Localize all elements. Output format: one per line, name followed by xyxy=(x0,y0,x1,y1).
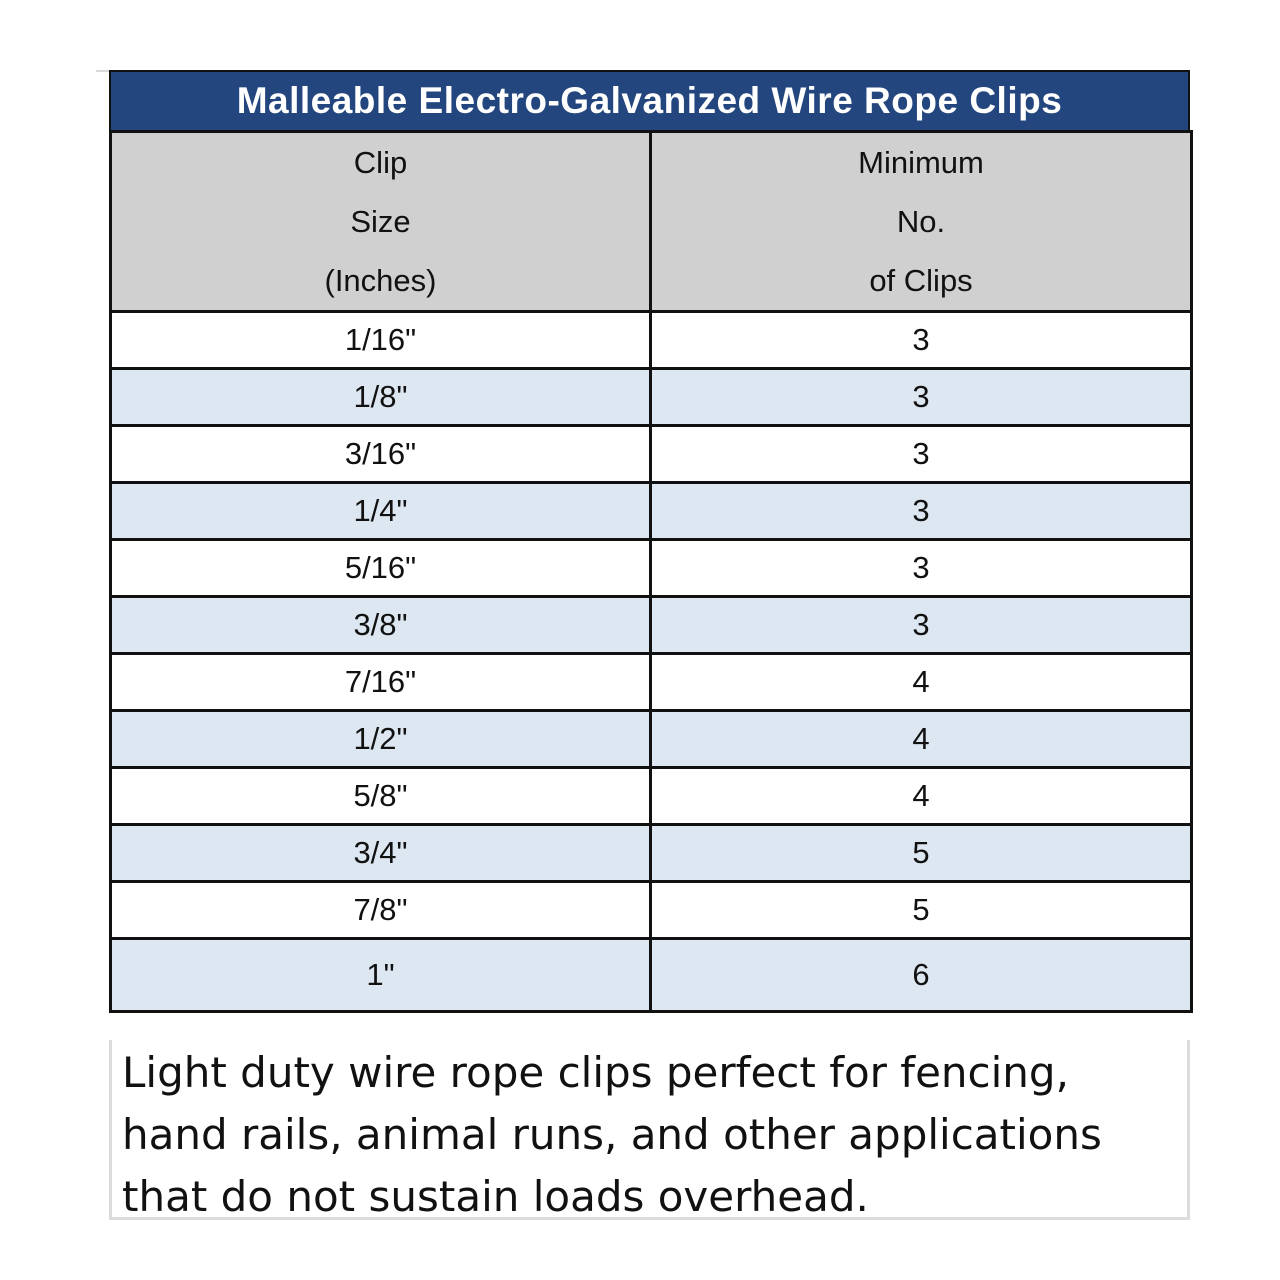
header-min-clips xyxy=(651,132,1192,312)
wire-rope-clip-table-card xyxy=(109,70,1190,1013)
clip-size-cell: 7/8" xyxy=(111,882,651,939)
clip-size-cell: 3/16" xyxy=(111,426,651,483)
table-row xyxy=(111,597,1192,654)
table-header-row xyxy=(111,132,1192,312)
min-clips-cell: 4 xyxy=(651,711,1192,768)
clip-size-cell: 1/8" xyxy=(111,369,651,426)
table-row xyxy=(111,426,1192,483)
min-clips-cell: 3 xyxy=(651,312,1192,369)
table-row xyxy=(111,369,1192,426)
table-row xyxy=(111,882,1192,939)
header-clip-size-line: Size xyxy=(350,204,411,239)
min-clips-cell: 5 xyxy=(651,882,1192,939)
min-clips-cell: 5 xyxy=(651,825,1192,882)
min-clips-cell: 4 xyxy=(651,654,1192,711)
clip-size-cell: 1/2" xyxy=(111,711,651,768)
table-body xyxy=(111,312,1192,1012)
min-clips-cell: 3 xyxy=(651,369,1192,426)
clip-size-cell: 3/4" xyxy=(111,825,651,882)
table-row xyxy=(111,540,1192,597)
product-description: Light duty wire rope clips perfect for fencing, hand rails, animal runs, and other applications that do not sustain loads overhead. xyxy=(109,1040,1190,1220)
clip-size-cell: 1/16" xyxy=(111,312,651,369)
clip-size-cell: 3/8" xyxy=(111,597,651,654)
table-title: Malleable Electro-Galvanized Wire Rope Clips xyxy=(109,70,1190,130)
clip-size-cell: 1/4" xyxy=(111,483,651,540)
clip-size-cell: 5/16" xyxy=(111,540,651,597)
header-min-clips-line: No. xyxy=(896,204,946,239)
clip-size-cell: 7/16" xyxy=(111,654,651,711)
table-row xyxy=(111,312,1192,369)
header-clip-size-line: (Inches) xyxy=(324,263,437,298)
clip-size-cell: 1" xyxy=(111,939,651,1012)
min-clips-cell: 3 xyxy=(651,597,1192,654)
clip-size-cell: 5/8" xyxy=(111,768,651,825)
header-clip-size-line: Clip xyxy=(353,145,408,180)
table-row xyxy=(111,768,1192,825)
table-row xyxy=(111,654,1192,711)
table-row xyxy=(111,939,1192,1012)
header-min-clips-line: Minimum xyxy=(858,145,984,180)
min-clips-cell: 6 xyxy=(651,939,1192,1012)
min-clips-cell: 3 xyxy=(651,540,1192,597)
table-row xyxy=(111,483,1192,540)
clip-size-table xyxy=(109,130,1193,1013)
table-row xyxy=(111,825,1192,882)
table-row xyxy=(111,711,1192,768)
min-clips-cell: 4 xyxy=(651,768,1192,825)
top-rule xyxy=(96,70,110,72)
header-clip-size xyxy=(111,132,651,312)
min-clips-cell: 3 xyxy=(651,426,1192,483)
min-clips-cell: 3 xyxy=(651,483,1192,540)
header-min-clips-line: of Clips xyxy=(869,263,973,298)
